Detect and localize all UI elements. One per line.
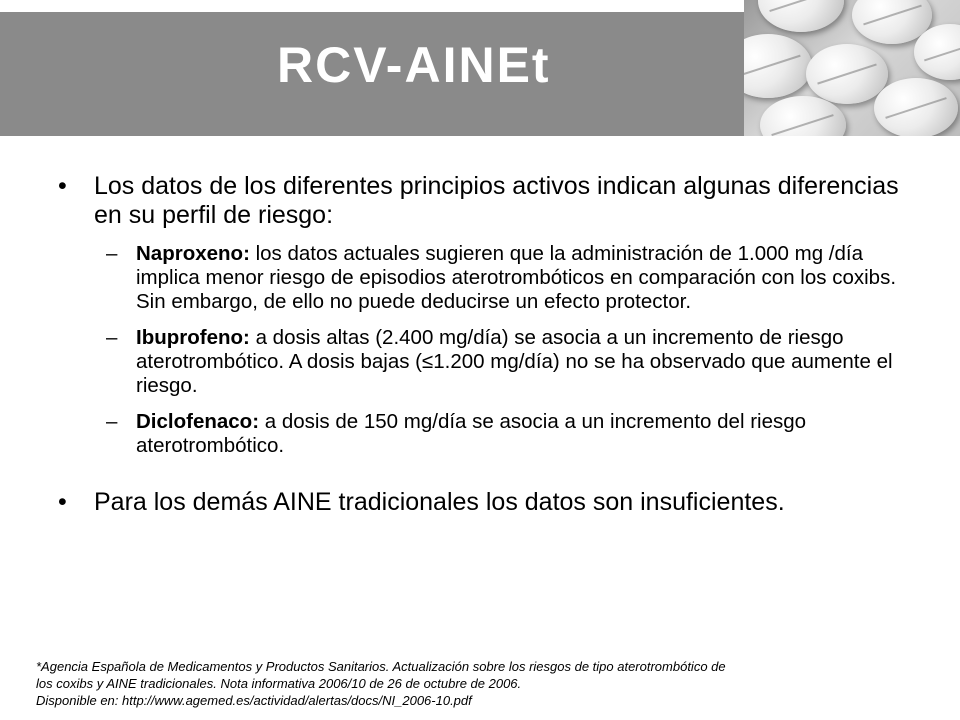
footnote-line: los coxibs y AINE tradicionales. Nota informativa 2006/10 de 26 de octubre de 2006.: [36, 676, 522, 691]
pill-shape: [874, 78, 958, 136]
bullet-item: [58, 488, 908, 517]
sub-item-text: a dosis de 150 mg/día se asocia a un incremento del riesgo aterotrombótico.: [136, 410, 807, 457]
dash-mark: –: [106, 410, 118, 433]
bullet-text: Los datos de los diferentes principios activos indican algunas diferencias en su perfil de riesgo:: [94, 172, 899, 229]
bullet-item: [58, 172, 908, 230]
sub-item-naproxeno: [106, 242, 908, 314]
pills-image: [744, 0, 960, 136]
footnote: [36, 658, 936, 709]
slide-title: RCV-AINEt: [277, 37, 551, 93]
sub-list: [106, 242, 908, 458]
sub-item-term: Naproxeno:: [136, 242, 250, 265]
sub-item-ibuprofeno: [106, 326, 908, 398]
footnote-line: *Agencia Española de Medicamentos y Productos Sanitarios. Actualización sobre los riesgos de tipo aterotrombótico de: [36, 659, 726, 674]
bullet-mark: •: [58, 488, 67, 516]
sub-item-text: a dosis altas (2.400 mg/día) se asocia a un incremento de riesgo aterotrombótico. A dosis bajas (≤1.200 mg/día) no se ha observado que aumente el riesgo.: [136, 326, 893, 397]
dash-mark: –: [106, 326, 118, 349]
sub-item-term: Diclofenaco:: [136, 410, 260, 433]
dash-mark: –: [106, 242, 118, 265]
pill-shape: [758, 0, 844, 32]
sub-item-diclofenaco: [106, 410, 908, 458]
footnote-source-link[interactable]: Disponible en: http://www.agemed.es/actividad/alertas/docs/NI_2006-10.pdf: [36, 693, 472, 708]
pill-shape: [806, 44, 888, 104]
bullet-mark: •: [58, 172, 67, 200]
slide-body: [58, 172, 908, 517]
pill-shape: [744, 34, 812, 98]
sub-item-text: los datos actuales sugieren que la administración de 1.000 mg /día implica menor riesgo de episodios aterotrombóticos en comparación con los coxibs. Sin embargo, de ello no puede deducirse un efecto protector.: [136, 242, 897, 313]
bullet-text: Para los demás AINE tradicionales los datos son insuficientes.: [94, 488, 785, 516]
sub-item-term: Ibuprofeno:: [136, 326, 250, 349]
